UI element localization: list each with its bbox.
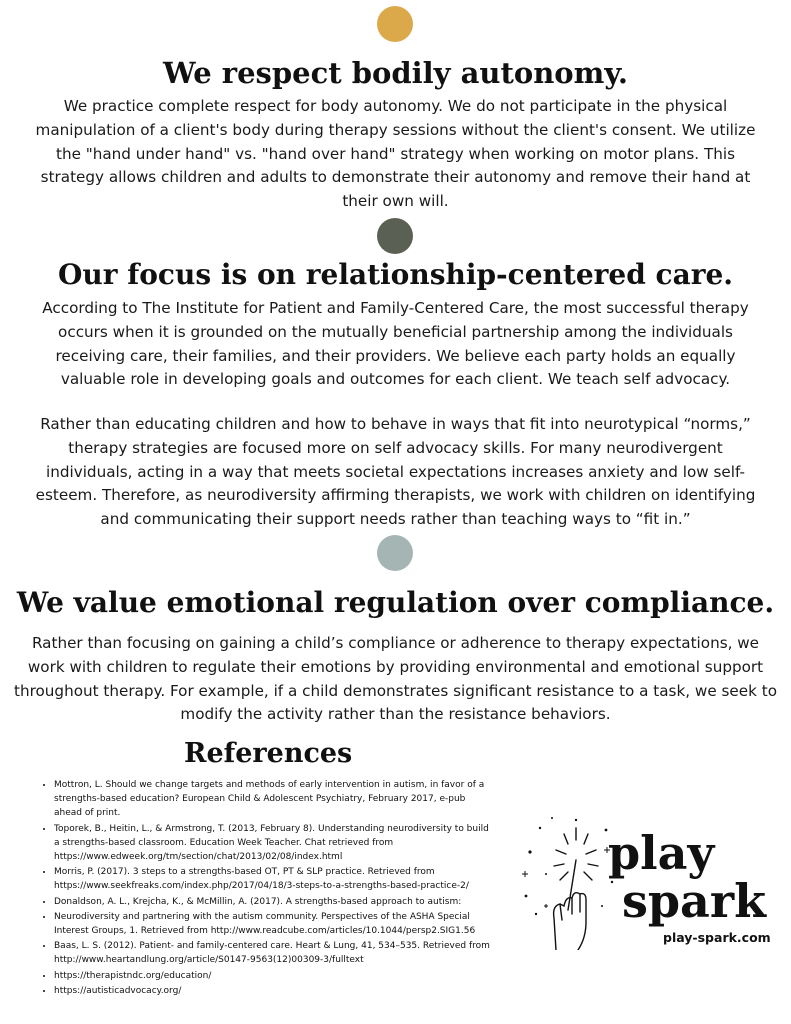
reference-item: • Toporek, B., Heitin, L., & Armstrong, T. (2013, February 8). Understanding neurodiversity to build a strengths-based classroom. Education Week Teacher. Chat retrieved from https://www.edweek.org/tm/section/chat/2013/02/08/index.html	[54, 822, 494, 865]
heading-relationship-care: Our focus is on relationship-centered care.	[57, 258, 734, 291]
paragraph-emotional-regulation: Rather than focusing on gaining a child’s compliance or adherence to therapy expectations, we work with children to regulate their emotions by providing environmental and emotional support throughout therapy. For example, if a child demonstrates significant resistance to a task, we seek to modify the activity rather than the resistance behaviors.	[14, 634, 777, 724]
reference-item: • Morris, P. (2017). 3 steps to a strengths-based OT, PT & SLP practice. Retrieved from https://www.seekfreaks.com/index.php/2017/04/18/3-steps-to-a-strengths-based-practice-2/	[54, 865, 494, 893]
play-spark-logo	[516, 810, 776, 950]
section-dot-gray-green	[377, 218, 413, 254]
logo-url: play-spark.com	[663, 930, 771, 945]
paragraph-relationship-care: According to The Institute for Patient and Family-Centered Care, the most successful therapy occurs when it is grounded on the mutually beneficial partnership among the individuals receiving care, their families, and their providers. We believe each party holds an equally valuable role in developing goals and outcomes for each client. We teach self advocacy.	[42, 299, 749, 389]
paragraph-bodily-autonomy: We practice complete respect for body autonomy. We do not participate in the physical manipulation of a client's body during therapy sessions without the client's consent. We utilize the "hand under hand" vs. "hand over hand" strategy when working on motor plans. This strategy allows children and adults to demonstrate their autonomy and remove their hand at their own will.	[35, 97, 756, 211]
references-list	[40, 778, 494, 999]
references-title: References	[184, 738, 353, 769]
heading-emotional-regulation: We value emotional regulation over compliance.	[16, 586, 775, 619]
section-dot-gold	[377, 6, 413, 42]
section-dot-light-blue	[377, 535, 413, 571]
reference-item: • Donaldson, A. L., Krejcha, K., & McMillin, A. (2017). A strengths-based approach to autism:	[54, 895, 494, 909]
paragraph-self-advocacy: Rather than educating children and how to behave in ways that fit into neurotypical “norms,” therapy strategies are focused more on self advocacy skills. For many neurodivergent individuals, acting in a way that meets societal expectations increases anxiety and low self-esteem. Therefore, as neurodiversity affirming therapists, we work with children on identifying and communicating their support needs rather than teaching ways to “fit in.”	[35, 415, 756, 529]
hand-holding-sparkler-icon	[516, 810, 616, 950]
logo-word-spark: spark	[622, 874, 766, 928]
reference-item: • https://therapistndc.org/education/	[54, 969, 494, 983]
heading-bodily-autonomy: We respect bodily autonomy.	[163, 56, 628, 90]
reference-item: • Mottron, L. Should we change targets and methods of early intervention in autism, in favor of a strengths-based education? European Child & Adolescent Psychiatry, February 2017, e-pub ahead of print.	[54, 778, 494, 821]
logo-word-play: play	[608, 826, 715, 880]
reference-item: • Baas, L. S. (2012). Patient- and family-centered care. Heart & Lung, 41, 534–535. Retrieved from http://www.heartandlung.org/article/S0147-9563(12)00309-3/fulltext	[54, 939, 494, 967]
reference-item: • https://autisticadvocacy.org/	[54, 984, 494, 998]
reference-item: • Neurodiversity and partnering with the autism community. Perspectives of the ASHA Special Interest Groups, 1. Retrieved from http://www.readcube.com/articles/10.1044/persp2.SIG1.56	[54, 910, 494, 938]
